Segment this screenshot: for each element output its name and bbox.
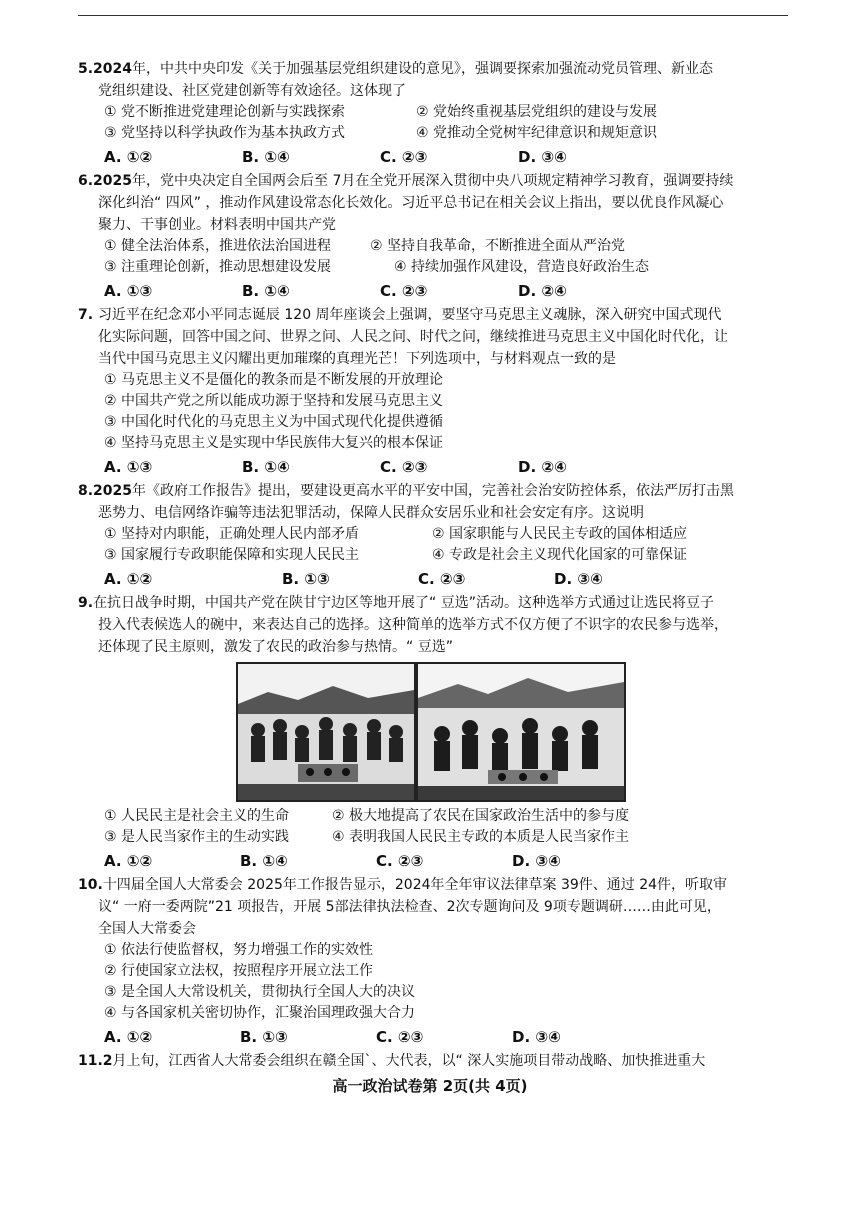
bean-election-woodcut-left (236, 662, 416, 802)
q6-choice-c[interactable]: C. ②③ (380, 282, 428, 300)
q5-options-row-1 (78, 102, 790, 123)
question-number: 6.2025 (78, 173, 133, 189)
question-number: 5.2024 (78, 61, 133, 77)
question-5 (78, 58, 790, 170)
q5-choice-a[interactable]: A. ①② (104, 148, 153, 166)
q8-choice-d[interactable]: D. ③④ (554, 570, 603, 588)
q9-choice-d[interactable]: D. ③④ (512, 852, 561, 870)
q9-choice-c[interactable]: C. ②③ (376, 852, 424, 870)
q10-stem-line-3: 全国人大常委会 (98, 921, 196, 937)
question-7 (78, 304, 790, 480)
q5-stem-line-1: 5.2024年，中共中央印发《关于加强基层党组织建设的意见》，强调要探索加强流动党员管理、新业态 (78, 61, 714, 77)
q9-choice-b[interactable]: B. ①④ (240, 852, 288, 870)
question-6 (78, 170, 790, 304)
question-8 (78, 480, 790, 592)
q7-option-2: ② 中国共产党之所以能成功源于坚持和发展马克思主义 (104, 393, 443, 409)
question-10 (78, 874, 790, 1050)
q7-stem-line-2: 化实际问题，回答中国之问、世界之问、人民之问、时代之问，继续推进马克思主义中国化时代化，让 (98, 329, 728, 345)
q6-stem-line-2: 深化纠治“ 四风” ，推动作风建设常态化长效化。习近平总书记在相关会议上指出，要以优良作风凝心 (98, 195, 724, 211)
question-number: 9. (78, 595, 94, 611)
q6-option-2: ② 坚持自我革命，不断推进全面从严治党 (370, 238, 625, 254)
q7-choice-c[interactable]: C. ②③ (380, 458, 428, 476)
q10-option-2: ② 行使国家立法权，按照程序开展立法工作 (104, 963, 373, 979)
q10-choice-d[interactable]: D. ③④ (512, 1028, 561, 1046)
q5-choices (78, 144, 790, 170)
q5-option-2: ② 党始终重视基层党组织的建设与发展 (416, 104, 657, 120)
q5-choice-b[interactable]: B. ①④ (242, 148, 290, 166)
question-number: 10. (78, 877, 103, 893)
q7-option-3: ③ 中国化时代化的马克思主义为中国式现代化提供遵循 (104, 414, 443, 430)
question-11 (78, 1050, 790, 1072)
q9-option-3: ③ 是人民当家作主的生动实践 (104, 829, 290, 845)
q7-stem-line-3: 当代中国马克思主义闪耀出更加璀璨的真理光芒！下列选项中，与材料观点一致的是 (98, 351, 616, 367)
q8-option-1: ① 坚持对内职能，正确处理人民内部矛盾 (104, 526, 359, 542)
q5-option-3: ③ 党坚持以科学执政作为基本执政方式 (104, 125, 345, 141)
q10-choice-c[interactable]: C. ②③ (376, 1028, 424, 1046)
bean-election-woodcut-right (416, 662, 626, 802)
q9-stem-line-1: 9.在抗日战争时期，中国共产党在陕甘宁边区等地开展了“ 豆选”活动。这种选举方式通过让选民将豆子 (78, 595, 715, 611)
q8-choice-a[interactable]: A. ①② (104, 570, 153, 588)
q9-options-row-1 (78, 806, 790, 827)
q10-option-4: ④ 与各国家机关密切协作，汇聚治国理政强大合力 (104, 1005, 415, 1021)
q9-choice-a[interactable]: A. ①② (104, 852, 153, 870)
header-rule (78, 15, 788, 16)
q9-option-2: ② 极大地提高了农民在国家政治生活中的参与度 (332, 808, 629, 824)
q10-choices (78, 1024, 790, 1050)
q5-stem-line-2: 党组织建设、社区党建创新等有效途径。这体现了 (98, 83, 406, 99)
question-9 (78, 592, 790, 874)
q6-option-4: ④ 持续加强作风建设，营造良好政治生态 (394, 259, 649, 275)
q10-choice-a[interactable]: A. ①② (104, 1028, 153, 1046)
q9-option-4: ④ 表明我国人民民主专政的本质是人民当家作主 (332, 829, 629, 845)
q5-choice-c[interactable]: C. ②③ (380, 148, 428, 166)
q5-options-row-2 (78, 123, 790, 144)
q6-stem-line-1: 6.2025年，党中央决定自全国两会后至 7月在全党开展深入贯彻中央八项规定精神学习教育，强调要持续 (78, 173, 734, 189)
q6-stem-line-3: 聚力、干事创业。材料表明中国共产党 (98, 217, 336, 233)
q10-option-3: ③ 是全国人大常设机关，贯彻执行全国人大的决议 (104, 984, 415, 1000)
q5-choice-d[interactable]: D. ③④ (518, 148, 567, 166)
question-number: 11.2 (78, 1053, 113, 1069)
q6-choice-b[interactable]: B. ①④ (242, 282, 290, 300)
q6-choice-d[interactable]: D. ②④ (518, 282, 567, 300)
q9-stem-line-2: 投入代表候选人的碗中，来表达自己的选择。这种简单的选举方式不仅方便了不识字的农民参与选举， (98, 617, 728, 633)
q8-choices (78, 566, 790, 592)
q8-stem-line-2: 恶势力、电信网络诈骗等违法犯罪活动，保障人民群众安居乐业和社会安定有序。这说明 (98, 505, 644, 521)
q9-options-row-2 (78, 827, 790, 848)
q7-choice-a[interactable]: A. ①③ (104, 458, 153, 476)
question-number: 7. (78, 307, 98, 323)
q5-option-4: ④ 党推动全党树牢纪律意识和规矩意识 (416, 125, 657, 141)
q7-choices (78, 454, 790, 480)
q10-option-1: ① 依法行使监督权，努力增强工作的实效性 (104, 942, 373, 958)
q8-options-row-2 (78, 545, 790, 566)
q10-stem-line-1: 10.十四届全国人大常委会 2025年工作报告显示，2024年全年审议法律草案 39件、通过 24件，听取审 (78, 877, 728, 893)
q8-choice-c[interactable]: C. ②③ (418, 570, 466, 588)
q11-stem-line-1: 11.2月上旬，江西省人大常委会组织在赣全国`、大代表，以“ 深人实施项目带动战略、加快推进重大 (78, 1053, 706, 1069)
q6-options-row-1 (78, 236, 790, 257)
q6-choices (78, 278, 790, 304)
q9-choices (78, 848, 790, 874)
q7-option-1: ① 马克思主义不是僵化的教条而是不断发展的开放理论 (104, 372, 443, 388)
q7-choice-d[interactable]: D. ②④ (518, 458, 567, 476)
q9-stem-line-3: 还体现了民主原则，激发了农民的政治参与热情。“ 豆选” (98, 639, 453, 655)
q7-stem-line-1: 7. 习近平在纪念邓小平同志诞辰 120 周年座谈会上强调，要坚守马克思主义魂脉，深入研究中国式现代 (78, 307, 722, 323)
q7-option-4: ④ 坚持马克思主义是实现中华民族伟大复兴的根本保证 (104, 435, 443, 451)
bean-election-illustration (236, 662, 790, 804)
question-number: 8.2025 (78, 483, 133, 499)
q6-option-3: ③ 注重理论创新，推动思想建设发展 (104, 259, 332, 275)
q8-option-4: ④ 专政是社会主义现代化国家的可靠保证 (432, 547, 687, 563)
q7-choice-b[interactable]: B. ①④ (242, 458, 290, 476)
page-footer: 高一政治试卷第 2页(共 4页) (332, 1077, 528, 1095)
q10-choice-b[interactable]: B. ①③ (240, 1028, 288, 1046)
q6-options-row-2 (78, 257, 790, 278)
q8-option-3: ③ 国家履行专政职能保障和实现人民民主 (104, 547, 359, 563)
q5-option-1: ① 党不断推进党建理论创新与实践探索 (104, 104, 345, 120)
q8-stem-line-1: 8.2025年《政府工作报告》提出，要建设更高水平的平安中国，完善社会治安防控体系，依法严厉打击黑 (78, 483, 735, 499)
q8-options-row-1 (78, 524, 790, 545)
q8-option-2: ② 国家职能与人民民主专政的国体相适应 (432, 526, 687, 542)
q10-stem-line-2: 议“ 一府一委两院”21 项报告，开展 5部法律执法检查、2次专题询问及 9项专题调研……由此可见， (98, 899, 721, 915)
q6-option-1: ① 健全法治体系，推进依法治国进程 (104, 238, 332, 254)
q9-option-1: ① 人民民主是社会主义的生命 (104, 808, 290, 824)
q6-choice-a[interactable]: A. ①③ (104, 282, 153, 300)
exam-page (78, 58, 790, 1072)
q8-choice-b[interactable]: B. ①③ (282, 570, 330, 588)
